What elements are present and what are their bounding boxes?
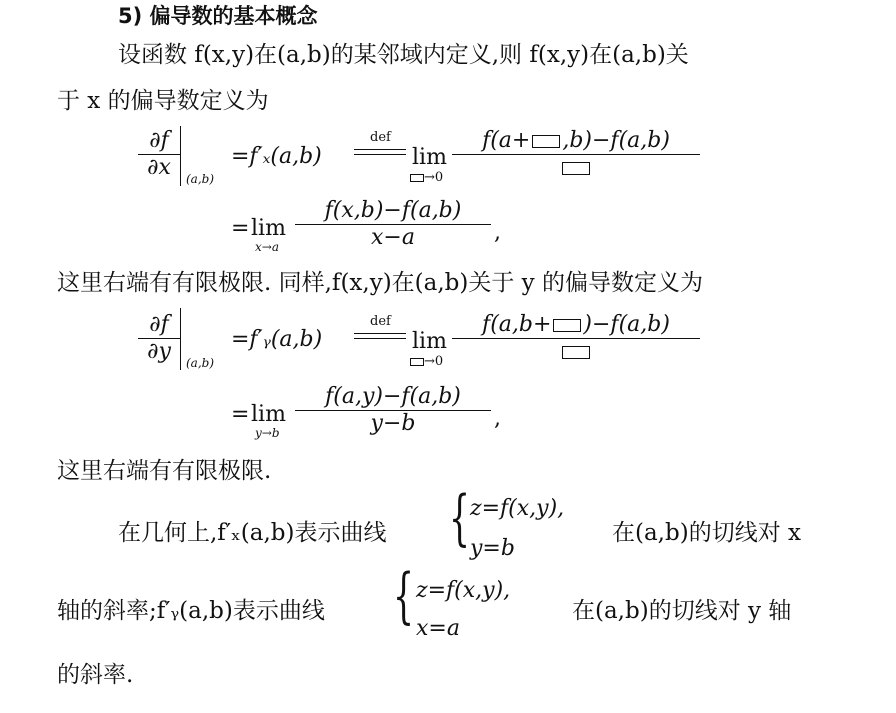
para1-line1: 设函数 f(x,y)在(a,b)的某邻域内定义,则 f(x,y)在(a,b)关 [118,42,689,68]
fx-frac2 [295,198,491,251]
fx-lhs-fraction [138,128,180,181]
geo2-cond2: x=a [416,616,460,641]
geo1-post: 在(a,b)的切线对 x [612,520,801,546]
fx-lhs-num: ∂f [138,128,180,155]
fx-frac2-den: x−a [371,225,415,250]
fx-trail: , [494,220,501,245]
fx-lim1: lim [412,145,447,170]
increment-box [532,135,560,148]
fy-def-label: def [370,314,391,329]
geo2-cond1: z=f(x,y), [416,578,511,603]
fy-lim1: lim [412,329,447,354]
fx-eq-fprime: =f′ₓ(a,b) [231,144,322,169]
geo2-post: 在(a,b)的切线对 y 轴 [572,598,792,624]
para3: 这里右端有有限极限. [57,458,272,484]
fy-lim2-sub: y→b [255,426,280,440]
fx-def-label: def [370,130,391,145]
fy-line2-eq: = [231,402,250,427]
geo1-cond2: y=b [470,536,515,561]
increment-box-den [562,346,590,359]
section-heading: 5) 偏导数的基本概念 [118,4,318,28]
fx-defeq-line2 [354,154,406,155]
fx-lim2: lim [251,216,286,241]
geo3: 的斜率. [57,662,134,688]
fy-frac2-num: f(a,y)−f(a,b) [295,384,491,411]
fy-lhs-den: ∂y [147,339,171,364]
fx-frac1-num-left: f(a+ [482,128,531,153]
fy-eval-point: (a,b) [186,356,215,370]
increment-box [553,319,581,332]
increment-box-den [562,162,590,175]
fy-eval-bar [180,308,181,370]
fy-lhs-num: ∂f [138,312,180,339]
fy-frac2 [295,384,491,437]
para1-line2: 于 x 的偏导数定义为 [57,88,269,114]
fx-line2-eq: = [231,216,250,241]
fy-frac1 [452,312,700,365]
fx-frac1-num-right: ,b)−f(a,b) [562,128,670,153]
geo2-brace: { [393,561,415,631]
geo2-pre: 轴的斜率;f′ᵧ(a,b)表示曲线 [57,598,325,624]
fy-eq-fprime: =f′ᵧ(a,b) [231,327,323,352]
fy-frac2-den: y−b [370,411,416,436]
geo1-cond1: z=f(x,y), [470,496,565,521]
fy-frac1-num-right: )−f(a,b) [583,312,670,337]
fx-eval-point: (a,b) [186,172,215,186]
fx-frac1 [452,128,700,181]
fy-frac1-num-left: f(a,b+ [482,312,552,337]
fy-lim1-sub: →0 [410,354,443,369]
fx-lim1-sub: →0 [410,170,443,185]
fy-trail: , [494,406,501,431]
fy-lhs-fraction [138,312,180,365]
fx-lim2-sub: x→a [255,240,279,254]
fy-lim2: lim [251,402,286,427]
geo1-brace: { [449,483,471,553]
fy-defeq-line1 [354,333,406,334]
geo1-pre: 在几何上,f′ₓ(a,b)表示曲线 [118,520,387,546]
para2: 这里右端有有限极限. 同样,f(x,y)在(a,b)关于 y 的偏导数定义为 [57,270,703,296]
fx-frac2-num: f(x,b)−f(a,b) [295,198,491,225]
fx-eval-bar [180,126,181,186]
fx-lhs-den: ∂x [147,155,171,180]
fx-defeq-line1 [354,149,406,150]
fy-defeq-line2 [354,338,406,339]
